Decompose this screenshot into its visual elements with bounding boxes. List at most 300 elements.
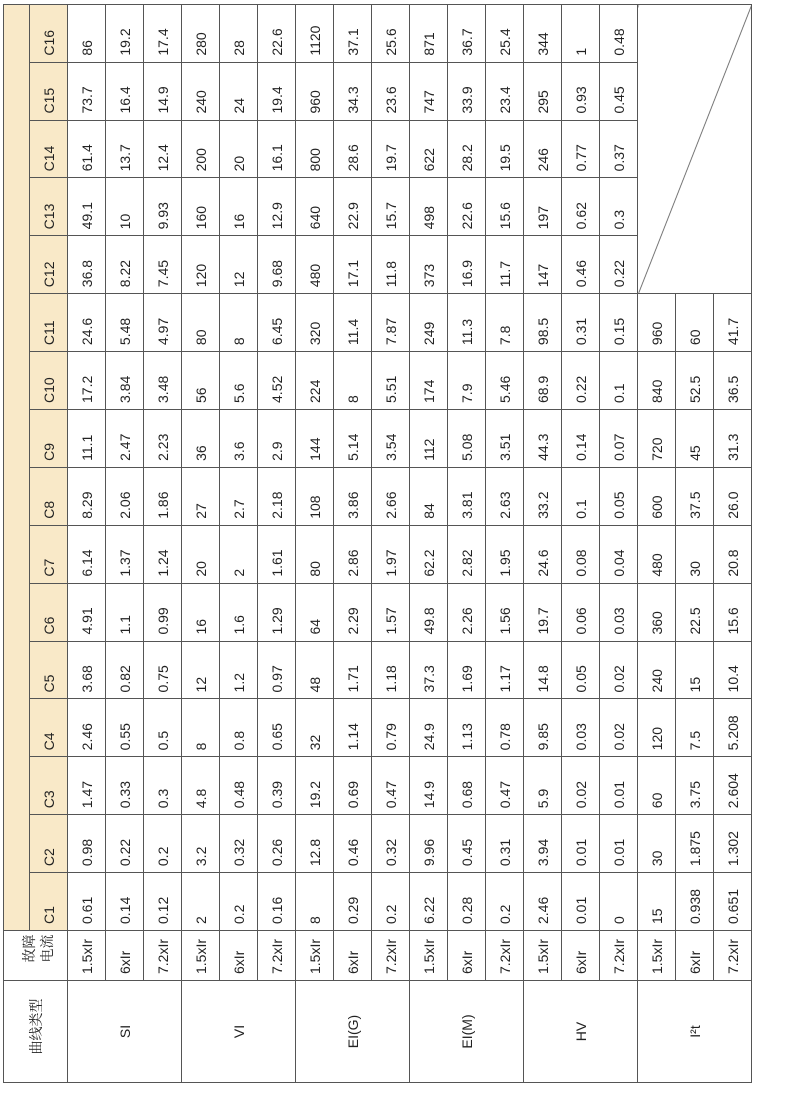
value-cell: 2.604 [714,757,752,815]
value-cell: 19.7 [524,583,562,641]
fault-current-cell: 6xIr [220,931,258,981]
value-cell: 0.77 [562,120,600,178]
value-cell: 25.6 [372,4,410,62]
value-cell: 2.29 [334,583,372,641]
value-cell: 200 [182,120,220,178]
fault-current-cell: 1.5xIr [182,931,220,981]
value-cell: 2.46 [68,699,106,757]
value-cell: 9.68 [258,236,296,294]
value-cell: 480 [638,525,676,583]
value-cell: 20.8 [714,525,752,583]
value-cell: 1.95 [486,525,524,583]
value-cell: 12.4 [144,120,182,178]
table-row [638,4,676,1082]
value-cell: 44.3 [524,409,562,467]
value-cell: 28.6 [334,120,372,178]
value-cell: 11.7 [486,236,524,294]
value-cell: 61.4 [68,120,106,178]
value-cell: 0.82 [106,641,144,699]
value-cell: 49.1 [68,178,106,236]
value-cell: 12 [220,236,258,294]
value-cell: 1.56 [486,583,524,641]
table-row [524,4,562,1082]
value-cell: 0.02 [600,641,638,699]
not-applicable-cell [638,4,752,293]
table-body [4,4,752,1082]
value-cell: 0.93 [562,62,600,120]
value-cell: 5.48 [106,294,144,352]
value-cell: 16 [182,583,220,641]
value-cell: 13.7 [106,120,144,178]
column-header-c3: C3 [30,757,68,815]
value-cell: 0.22 [562,352,600,410]
value-cell: 1.57 [372,583,410,641]
value-cell: 8 [334,352,372,410]
value-cell: 2 [220,525,258,583]
value-cell: 1.6 [220,583,258,641]
value-cell: 0.8 [220,699,258,757]
value-cell: 33.2 [524,467,562,525]
fault-current-cell: 7.2xIr [486,931,524,981]
value-cell: 1.2 [220,641,258,699]
fault-current-cell: 1.5xIr [410,931,448,981]
value-cell: 36 [182,409,220,467]
value-cell: 14.9 [410,757,448,815]
value-cell: 37.5 [676,467,714,525]
value-cell: 1.86 [144,467,182,525]
value-cell: 27 [182,467,220,525]
column-header-c15: C15 [30,62,68,120]
table-row [600,4,638,1082]
curve-type-cell: EI(G) [296,981,410,1083]
value-cell: 2 [182,873,220,931]
value-cell: 11.8 [372,236,410,294]
value-cell: 224 [296,352,334,410]
value-cell: 0.31 [486,815,524,873]
value-cell: 240 [638,641,676,699]
value-cell: 0.2 [220,873,258,931]
value-cell: 2.46 [524,873,562,931]
value-cell: 10 [106,178,144,236]
value-cell: 7.45 [144,236,182,294]
value-cell: 32 [296,699,334,757]
value-cell: 2.47 [106,409,144,467]
value-cell: 23.4 [486,62,524,120]
value-cell: 720 [638,409,676,467]
value-cell: 0.05 [600,467,638,525]
column-header-c14: C14 [30,120,68,178]
value-cell: 15.6 [486,178,524,236]
value-cell: 1.302 [714,815,752,873]
value-cell: 19.7 [372,120,410,178]
value-cell: 2.06 [106,467,144,525]
value-cell: 240 [182,62,220,120]
value-cell: 320 [296,294,334,352]
value-cell: 1.14 [334,699,372,757]
column-header-c11: C11 [30,294,68,352]
value-cell: 0.04 [600,525,638,583]
value-cell: 0.01 [562,815,600,873]
value-cell: 0.08 [562,525,600,583]
value-cell: 5.51 [372,352,410,410]
value-cell: 64 [296,583,334,641]
value-cell: 22.5 [676,583,714,641]
value-cell: 120 [638,699,676,757]
value-cell: 112 [410,409,448,467]
value-cell: 2.18 [258,467,296,525]
value-cell: 20 [182,525,220,583]
value-cell: 480 [296,236,334,294]
value-cell: 0.32 [220,815,258,873]
value-cell: 0.75 [144,641,182,699]
value-cell: 0.62 [562,178,600,236]
value-cell: 0.14 [562,409,600,467]
value-cell: 5.14 [334,409,372,467]
value-cell: 0.3 [600,178,638,236]
value-cell: 0.61 [68,873,106,931]
value-cell: 0.14 [106,873,144,931]
value-cell: 960 [296,62,334,120]
value-cell: 0.98 [68,815,106,873]
value-cell: 10.4 [714,641,752,699]
value-cell: 3.48 [144,352,182,410]
value-cell: 800 [296,120,334,178]
value-cell: 3.86 [334,467,372,525]
value-cell: 11.1 [68,409,106,467]
curve-type-cell: I²t [638,981,752,1083]
value-cell: 1.71 [334,641,372,699]
table-row [182,4,220,1082]
value-cell: 1.29 [258,583,296,641]
value-cell: 30 [638,815,676,873]
value-cell: 0.05 [562,641,600,699]
value-cell: 17.4 [144,4,182,62]
value-cell: 0.15 [600,294,638,352]
value-cell: 22.9 [334,178,372,236]
value-cell: 9.96 [410,815,448,873]
value-cell: 0.02 [562,757,600,815]
fault-current-cell: 1.5xIr [638,931,676,981]
value-cell: 15.7 [372,178,410,236]
value-cell: 26.0 [714,467,752,525]
table-row [296,4,334,1082]
value-cell: 68.9 [524,352,562,410]
value-cell: 0.46 [562,236,600,294]
value-cell: 80 [296,525,334,583]
value-cell: 0.46 [334,815,372,873]
column-header-c16: C16 [30,4,68,62]
value-cell: 0.47 [486,757,524,815]
value-cell: 8.22 [106,236,144,294]
fault-current-cell: 1.5xIr [524,931,562,981]
column-header-c7: C7 [30,525,68,583]
value-cell: 0.28 [448,873,486,931]
value-cell: 0.1 [600,352,638,410]
value-cell: 33.9 [448,62,486,120]
value-cell: 16.1 [258,120,296,178]
value-cell: 0.1 [562,467,600,525]
value-cell: 0.26 [258,815,296,873]
value-cell: 0.06 [562,583,600,641]
value-cell: 0.938 [676,873,714,931]
value-cell: 0.45 [448,815,486,873]
value-cell: 8 [182,699,220,757]
value-cell: 0.65 [258,699,296,757]
value-cell: 45 [676,409,714,467]
value-cell: 15 [638,873,676,931]
value-cell: 0.5 [144,699,182,757]
fault-label-line2: 电流 [38,934,55,963]
value-cell: 840 [638,352,676,410]
value-cell: 22.6 [258,4,296,62]
table-row [372,4,410,1082]
fault-current-cell: 1.5xIr [68,931,106,981]
curve-time-table [3,4,752,1083]
value-cell: 747 [410,62,448,120]
value-cell: 1.97 [372,525,410,583]
curve-type-cell: HV [524,981,638,1083]
value-cell: 1.24 [144,525,182,583]
value-cell: 3.51 [486,409,524,467]
value-cell: 0.31 [562,294,600,352]
value-cell: 8.29 [68,467,106,525]
value-cell: 5.9 [524,757,562,815]
fault-current-cell: 6xIr [676,931,714,981]
value-cell: 4.52 [258,352,296,410]
value-cell: 1 [562,4,600,62]
fault-current-cell: 7.2xIr [714,931,752,981]
value-cell: 0.2 [372,873,410,931]
column-header-c1: C1 [30,873,68,931]
value-cell: 98.5 [524,294,562,352]
value-cell: 960 [638,294,676,352]
table-row [448,4,486,1082]
value-cell: 280 [182,4,220,62]
value-cell: 25.4 [486,4,524,62]
value-cell: 0.68 [448,757,486,815]
value-cell: 3.2 [182,815,220,873]
fault-current-cell: 6xIr [106,931,144,981]
value-cell: 8 [296,873,334,931]
fault-current-cell: 6xIr [334,931,372,981]
value-cell: 2.66 [372,467,410,525]
value-cell: 120 [182,236,220,294]
value-cell: 41.7 [714,294,752,352]
value-cell: 0.78 [486,699,524,757]
value-cell: 16 [220,178,258,236]
table-row [258,4,296,1082]
value-cell: 1.37 [106,525,144,583]
value-cell: 0.29 [334,873,372,931]
value-cell: 0.32 [372,815,410,873]
value-cell: 3.75 [676,757,714,815]
value-cell: 7.9 [448,352,486,410]
value-cell: 1.875 [676,815,714,873]
value-cell: 1.13 [448,699,486,757]
value-cell: 2.82 [448,525,486,583]
value-cell: 640 [296,178,334,236]
value-cell: 7.5 [676,699,714,757]
value-cell: 1.18 [372,641,410,699]
value-cell: 15.6 [714,583,752,641]
value-cell: 2.23 [144,409,182,467]
value-cell: 295 [524,62,562,120]
value-cell: 19.4 [258,62,296,120]
fault-current-cell: 6xIr [562,931,600,981]
value-cell: 12 [182,641,220,699]
value-cell: 174 [410,352,448,410]
value-cell: 37.3 [410,641,448,699]
value-cell: 49.8 [410,583,448,641]
column-header-c12: C12 [30,236,68,294]
value-cell: 1.61 [258,525,296,583]
value-cell: 8 [220,294,258,352]
column-header-row [30,4,68,1082]
value-cell: 147 [524,236,562,294]
value-cell: 19.2 [106,4,144,62]
value-cell: 160 [182,178,220,236]
value-cell: 6.14 [68,525,106,583]
value-cell: 144 [296,409,334,467]
value-cell: 6.45 [258,294,296,352]
value-cell: 0.07 [600,409,638,467]
value-cell: 5.08 [448,409,486,467]
table-row [144,4,182,1082]
fault-current-cell: 7.2xIr [600,931,638,981]
value-cell: 0.79 [372,699,410,757]
value-cell: 19.5 [486,120,524,178]
value-cell: 3.84 [106,352,144,410]
value-cell: 1.1 [106,583,144,641]
value-cell: 37.1 [334,4,372,62]
value-cell: 19.2 [296,757,334,815]
table-row [334,4,372,1082]
value-cell: 3.54 [372,409,410,467]
value-cell: 0.22 [600,236,638,294]
value-cell: 23.6 [372,62,410,120]
column-header-c2: C2 [30,815,68,873]
value-cell: 0.01 [562,873,600,931]
value-cell: 108 [296,467,334,525]
value-cell: 28.2 [448,120,486,178]
value-cell: 0.69 [334,757,372,815]
fault-label-line1: 故障 [20,934,37,963]
value-cell: 11.4 [334,294,372,352]
value-cell: 17.2 [68,352,106,410]
value-cell: 1.69 [448,641,486,699]
value-cell: 9.93 [144,178,182,236]
value-cell: 60 [676,294,714,352]
table-row [486,4,524,1082]
value-cell: 373 [410,236,448,294]
column-header-c6: C6 [30,583,68,641]
value-cell: 5.208 [714,699,752,757]
value-cell: 0.22 [106,815,144,873]
value-cell: 0.3 [144,757,182,815]
curve-type-cell: VI [182,981,296,1083]
value-cell: 600 [638,467,676,525]
value-cell: 14.8 [524,641,562,699]
value-cell: 0.47 [372,757,410,815]
table-row [220,4,258,1082]
value-cell: 0.97 [258,641,296,699]
value-cell: 22.6 [448,178,486,236]
value-cell: 17.1 [334,236,372,294]
value-cell: 34.3 [334,62,372,120]
column-header-c9: C9 [30,409,68,467]
value-cell: 15 [676,641,714,699]
value-cell: 24.6 [524,525,562,583]
value-cell: 2.63 [486,467,524,525]
value-cell: 0.99 [144,583,182,641]
value-cell: 0.55 [106,699,144,757]
fault-current-cell: 7.2xIr [144,931,182,981]
value-cell: 52.5 [676,352,714,410]
value-cell: 871 [410,4,448,62]
value-cell: 1.47 [68,757,106,815]
value-cell: 2.26 [448,583,486,641]
value-cell: 3.6 [220,409,258,467]
value-cell: 80 [182,294,220,352]
table-row [68,4,106,1082]
column-header-c5: C5 [30,641,68,699]
value-cell: 3.81 [448,467,486,525]
value-cell: 5.46 [486,352,524,410]
fault-current-header [4,931,68,981]
value-cell: 24 [220,62,258,120]
value-cell: 2.9 [258,409,296,467]
table-row [410,4,448,1082]
curve-type-cell: SI [68,981,182,1083]
column-header-c4: C4 [30,699,68,757]
value-cell: 4.8 [182,757,220,815]
value-cell: 12.8 [296,815,334,873]
column-header-c10: C10 [30,352,68,410]
value-cell: 84 [410,467,448,525]
value-cell: 0.37 [600,120,638,178]
value-cell: 622 [410,120,448,178]
value-cell: 5.6 [220,352,258,410]
table-row [562,4,600,1082]
value-cell: 36.7 [448,4,486,62]
value-cell: 360 [638,583,676,641]
fault-current-cell: 6xIr [448,931,486,981]
header-band [4,4,30,930]
value-cell: 16.9 [448,236,486,294]
fault-current-cell: 1.5xIr [296,931,334,981]
value-cell: 0.2 [144,815,182,873]
value-cell: 0.651 [714,873,752,931]
value-cell: 12.9 [258,178,296,236]
fault-current-cell: 7.2xIr [372,931,410,981]
value-cell: 9.85 [524,699,562,757]
value-cell: 24.9 [410,699,448,757]
value-cell: 0.33 [106,757,144,815]
value-cell: 31.3 [714,409,752,467]
value-cell: 0.39 [258,757,296,815]
value-cell: 0 [600,873,638,931]
value-cell: 2.7 [220,467,258,525]
value-cell: 4.97 [144,294,182,352]
value-cell: 73.7 [68,62,106,120]
value-cell: 246 [524,120,562,178]
value-cell: 0.03 [562,699,600,757]
value-cell: 3.68 [68,641,106,699]
value-cell: 2.86 [334,525,372,583]
value-cell: 20 [220,120,258,178]
value-cell: 0.45 [600,62,638,120]
table-row [106,4,144,1082]
